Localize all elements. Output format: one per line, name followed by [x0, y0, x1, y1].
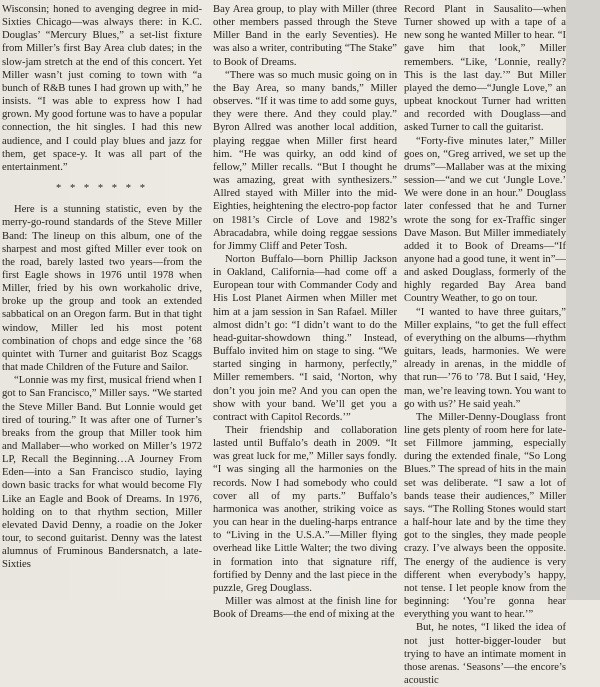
text-column-left — [2, 3, 202, 572]
paragraph: “I wanted to have three guitars,” Miller explains, “to get the full effect of everything on the albums—rhythm guitars, leads, harmonies. We were already in arenas, in the middle of that run—’76 to ’78. But I said, ‘Hey, man, we’re leaving town. You want to go with us?’ He said yeah.” — [404, 306, 566, 410]
paragraph: Their friendship and collaboration lasted until Buffalo’s death in 2009. “It was great luck for me,” Miller says fondly. “I was singing all the harmonies on the records. Now I had somebody who could cover all of my parts.” Buffalo’s harmonica was another, striking voice as you can hear in the dueling-harps entrance to “Living in the U.S.A.”—Miller flying overhead like Little Walter; the two diving in formation into that signature riff, fortified by Denny and the last piece in the puzzle, Greg Douglass. — [213, 425, 397, 594]
section-separator: * * * * * * * — [56, 183, 148, 195]
paragraph: Bay Area group, to play with Miller (three other members passed through the Steve Miller Band in the early Seventies). He was also a writer, contributing “The Stake” to Book of Dreams. — [213, 4, 397, 68]
text-column-right — [404, 3, 566, 687]
paragraph: But, he notes, “I liked the idea of not just hotter-bigger-louder but trying to have an intimate moment in those arenas. ‘Seasons’—the encore’s acoustic — [404, 622, 566, 686]
paragraph: “Lonnie was my first, musical friend when I got to San Francisco,” Miller says. “We started the Steve Miller Band. But Lonnie would get tired of touring.” It was after one of Turner’s breaks from the group that Miller took him and Mallaber—who worked on Miller’s 1972 LP, Recall the Beginning…A Journey From Eden—into a San Francisco studio, laying down basic tracks for what would become Fly Like an Eagle and Book of Dreams. In 1976, holding on to that rhythm section, Miller elevated David Denny, a roadie on the Joker tour, to second guitarist. Denny was the latest alumnus of Fruminous Bandersnatch, a late-Sixties — [2, 375, 202, 571]
paragraph: Here is a stunning statistic, even by the merry-go-round standards of the Steve Miller Band: The lineup on this album, one of the sharpest and most gifted Miller ever took on the road, barely lasted two years—from the first Eagle shows in 1976 until 1978 when Miller, fried by his own workaholic drive, broke up the group and took an extended sabbatical on an Oregon farm. But in that tight window, Miller led his most potent combination of chops and edge since the ’68 quintet with Turner and guitarist Boz Scaggs that made Children of the Future and Sailor. — [2, 204, 202, 374]
page-edge — [566, 0, 600, 600]
paragraph: Wisconsin; honed to avenging degree in mid-Sixties Chicago—was always there: in K.C. Douglas’ “Mercury Blues,” a set-list fixture from Miller’s first Bay Area club dates; in the slow-jam stretch at the end of this concert. Yet Miller wasn’t just coming to town with “a bunch of R&B tunes I had grown up with,” he insists. “I was able to express how I had grown. My good fortune was to have a popular connection, the hit singles. I had this new audience, and I could play blues and jazz for them, get space-y. It was all part of the entertainment.” — [2, 4, 202, 173]
paragraph: “Forty-five minutes later,” Miller goes on, “Greg arrived, we set up the drums”—Mallaber was at the mixing session—“and we cut ‘Jungle Love.’ We were done in an hour.” Douglass later confessed that he and Turner wrote the song for ex-Traffic singer Dave Mason. But Miller immediately added it to Book of Dreams—“If anyone had a good tune, it went in”—and asked Douglass, formerly of the highly regarded Bay Area band Country Weather, to go on tour. — [404, 135, 566, 305]
paragraph: Record Plant in Sausalito—when Turner showed up with a tape of a new song he wanted Miller to hear. “I gave him that look,” Miller remembers. “Like, ‘Lonnie, really? This is the last day.’” But Miller played the demo—“Jungle Love,” an upbeat knockout Turner had written and recorded with Douglass—and asked Turner to call the guitarist. — [404, 4, 566, 134]
paragraph: Norton Buffalo—born Phillip Jackson in Oakland, California—had come off a European tour with Commander Cody and His Lost Planet Airmen when Miller met him at a jam session in San Rafael. Miller almost didn’t go: “I didn’t want to do the head-guitar-showdown thing.” Instead, Buffalo invited him on stage to sing. “We started singing in harmony, perfectly,” Miller remembers. “I said, ‘Norton, why don’t you join me? And you can open the show with your band. We’ll get you a contract with Capitol Records.’” — [213, 253, 397, 423]
paragraph: Miller was almost at the finish line for Book of Dreams—the end of mixing at the — [213, 596, 397, 621]
text-column-middle — [213, 3, 397, 621]
paragraph: The Miller-Denny-Douglass front line gets plenty of room here for late-set Fillmore jamming, especially during the extended finale, “So Long Blues.” The spread of hits in the main set was deliberate. “I saw a lot of bands tease their audiences,” Miller says. “The Rolling Stones would start a half-hour late and by the time they got to the singles, they made people crazy. I’ve always been the opposite. The energy of the audience is very different when everybody’s happy, not tense. I let people know from the beginning: ‘You’re gonna hear everything you want to hear.’” — [404, 411, 566, 621]
paragraph: “There was so much music going on in the Bay Area, so many bands,” Miller observes. “If it was time to add some guys, they were there. And they could play.” Byron Allred was another local addition, playing reggae when Miller first heard him. “He was quirky, an odd kind of fellow,” Miller recalls. “But I thought he was amazing, great with synthesizers.” Allred stayed with Miller into the mid-Eighties, heightening the electro-pop factor on 1981’s Circle of Love and 1982’s Abracadabra, while doing reggae sessions for Jimmy Cliff and Peter Tosh. — [213, 69, 397, 252]
